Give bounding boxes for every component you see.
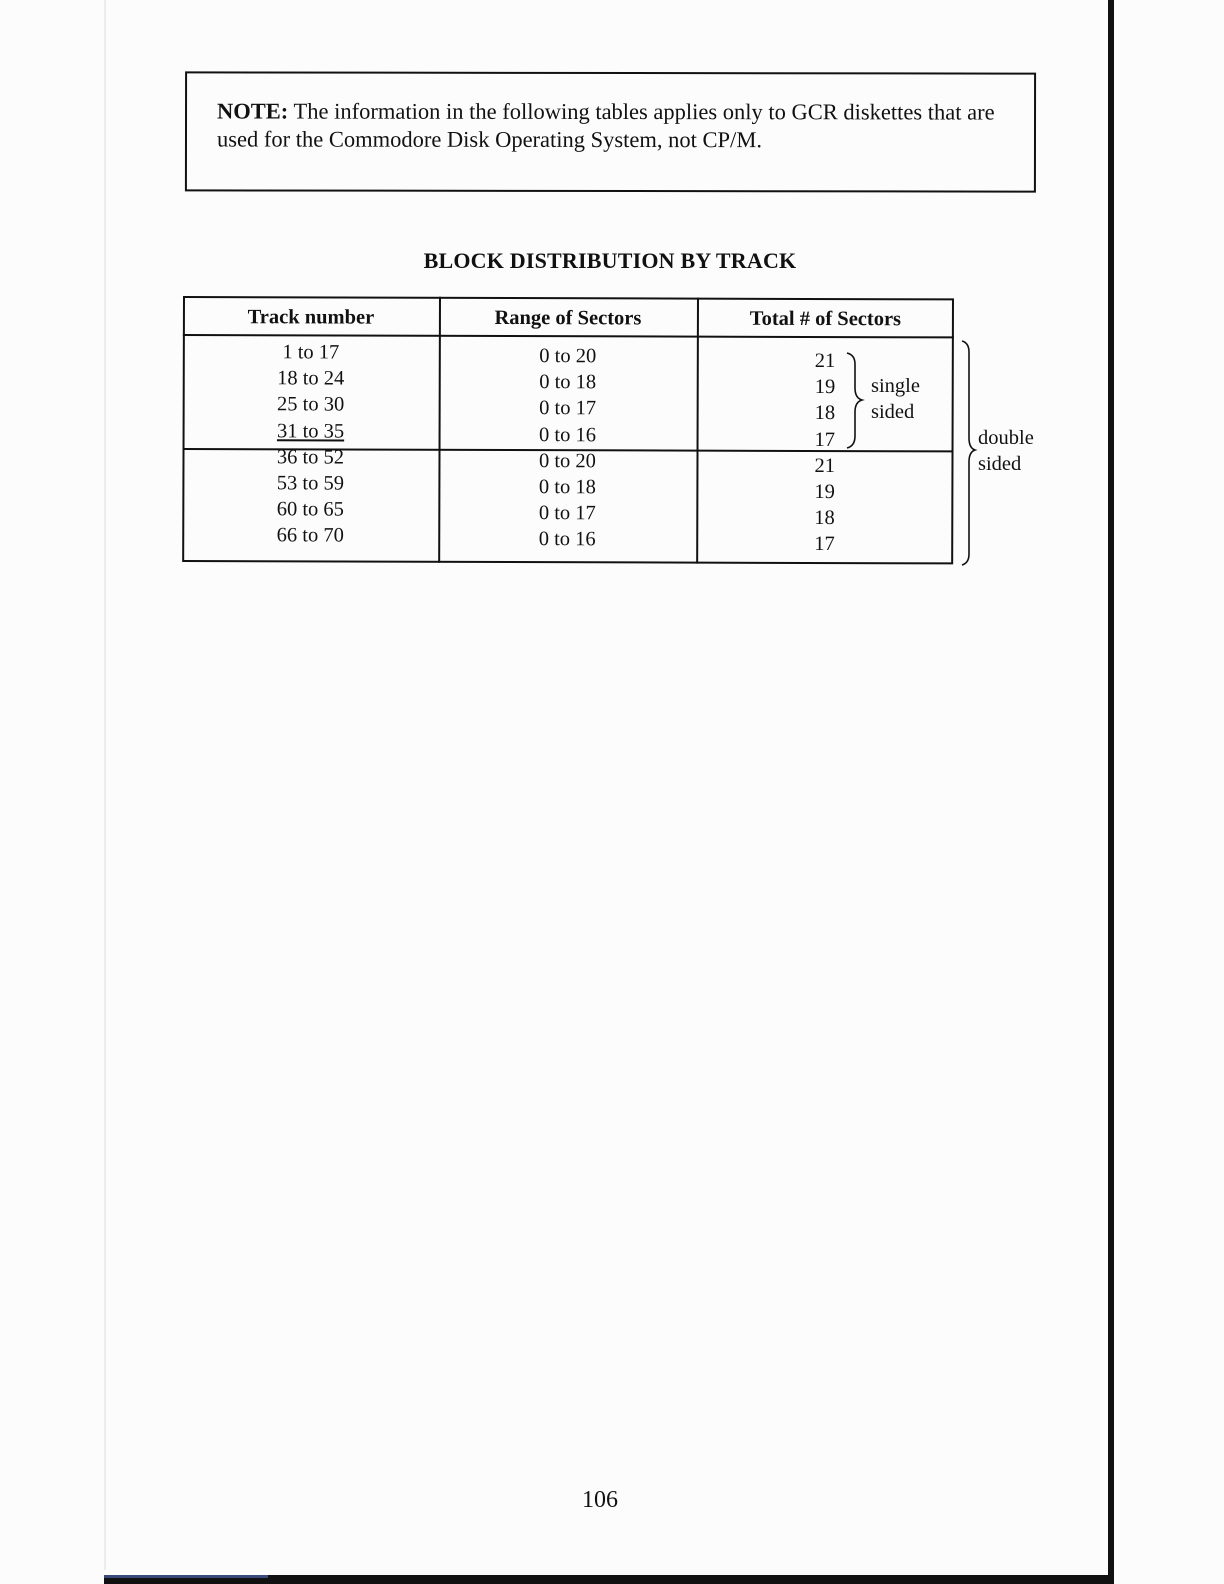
cell-range: 0 to 20 xyxy=(538,449,596,473)
header-range-of-sectors: Range of Sectors xyxy=(494,306,642,330)
cell-range: 0 to 18 xyxy=(538,476,596,499)
note-body: The information in the following tables applies only to GCR diskettes that are used for the Commodore Disk Operating System, not CP/M. xyxy=(216,98,995,153)
table-title: BLOCK DISTRIBUTION BY TRACK xyxy=(423,248,797,273)
cell-track: 25 to 30 xyxy=(277,393,345,416)
note-label: NOTE: xyxy=(217,98,289,124)
header-track-number: Track number xyxy=(247,306,375,329)
cell-track: 1 to 17 xyxy=(282,341,340,364)
cell-total: 21 xyxy=(814,349,836,373)
page-number: 106 xyxy=(582,1487,618,1513)
double-sided-label xyxy=(978,425,1034,477)
cell-total: 18 xyxy=(814,402,836,425)
cell-range: 0 to 16 xyxy=(539,423,597,446)
cell-total: 18 xyxy=(814,507,835,530)
sided-label-line: sided xyxy=(978,453,1022,475)
cell-track: 66 to 70 xyxy=(276,524,344,547)
cell-total: 17 xyxy=(814,533,835,556)
cell-total: 19 xyxy=(814,376,836,399)
cell-total: 19 xyxy=(814,480,835,503)
double-label-line: double xyxy=(978,427,1034,449)
cell-range: 0 to 17 xyxy=(539,397,597,420)
header-total-sectors: Total # of Sectors xyxy=(749,307,902,331)
cell-track: 18 to 24 xyxy=(277,367,345,390)
cell-track: 60 to 65 xyxy=(276,498,344,521)
cell-total: 21 xyxy=(814,454,836,477)
cell-total: 17 xyxy=(814,428,836,451)
single-label-line: single xyxy=(871,375,920,397)
cell-range: 0 to 16 xyxy=(538,528,596,551)
cell-track: 36 to 52 xyxy=(276,446,345,469)
sided-label-line: sided xyxy=(871,401,915,423)
cell-track: 31 to 35 xyxy=(276,419,345,443)
cell-range: 0 to 18 xyxy=(539,371,597,394)
cell-track: 53 to 59 xyxy=(276,472,345,495)
cell-range: 0 to 17 xyxy=(538,502,596,525)
cell-range: 0 to 20 xyxy=(539,345,597,368)
